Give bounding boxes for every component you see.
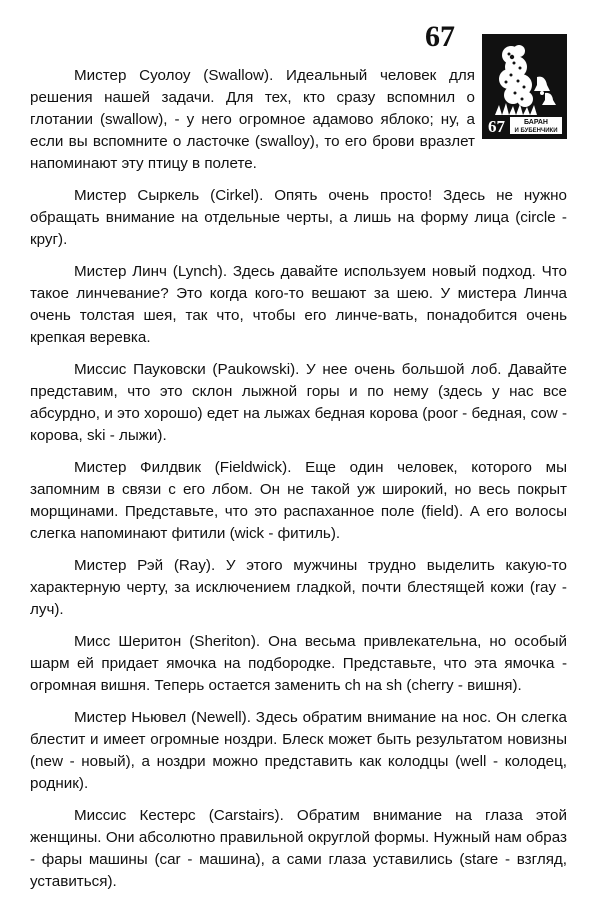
paragraph-lynch: Мистер Линч (Lynch). Здесь давайте используем новый подход. Что такое линчевание? Это когда кого-то вешают за шею. У мистера Линча очень толстая шея, так что, чтобы его линче-вать, понадобится очень крепкая веревка. (30, 263, 567, 346)
paragraph-newell: Мистер Ньювел (Newell). Здесь обратим внимание на нос. Он слегка блестит и имеет огромные ноздри. Блеск может быть результатом новизны (new - новый), а ноздри можно представить как колодцы (well - колодец, родник). (30, 709, 567, 792)
stamp-caption-line1: БАРАН (524, 119, 548, 126)
paragraph-ray: Мистер Рэй (Ray). У этого мужчины трудно выделить какую-то характерную черту, за исключением гладкой, почти блестящей кожи (ray - луч). (30, 557, 567, 618)
paragraph-carstairs: Миссис Кестерс (Carstairs). Обратим внимание на глаза этой женщины. Они абсолютно правильной округлой формы. Нужный нам образ - фары машины (car - машина), а сами глаза уставились (stare - взгляд, уставиться). (30, 807, 567, 890)
paragraph-swallow: Мистер Суолоу (Swallow). Идеальный человек для решения нашей задачи. Для тех, кто сразу вспомнил о глотании (swallow), - у него огромное адамово яблоко; ну, а если вы вспомните о ласточке (swalloy), то его брови вразлет напоминают эту птицу в полете. (30, 67, 475, 172)
page-number: 67 (425, 20, 455, 53)
stamp-caption-line2: И БУБЕНЧИКИ (514, 128, 558, 134)
stamp-number: 67 (488, 117, 505, 136)
paragraph-fieldwick: Мистер Филдвик (Fieldwick). Еще один человек, которого мы запомним в связи с его лбом. Он не такой уж широкий, но весь покрыт морщинами. Представьте, что это распаханное поле (field). А его волосы слегка напоминают фитили (wick - фитиль). (30, 459, 567, 542)
page-body (30, 65, 567, 903)
paragraph-paukowski: Миссис Пауковски (Paukowski). У нее очень большой лоб. Давайте представим, что это склон лыжной горы и по нему (здесь у нас все абсурдно, и это хорошо) едет на лыжах бедная корова (poor - бедная, cow - корова, ski - лыжи). (30, 361, 567, 444)
paragraph-sheriton: Мисс Шеритон (Sheriton). Она весьма привлекательна, но особый шарм ей придает ямочка на подбородке. Представьте, что эта ямочка - огромная вишня. Теперь остается заменить ch на sh (cherry - вишня). (30, 633, 567, 694)
paragraph-cirkel: Мистер Сыркель (Cirkel). Опять очень просто! Здесь не нужно обращать внимание на отдельные черты, а лишь на форму лица (circle - круг). (30, 187, 567, 248)
